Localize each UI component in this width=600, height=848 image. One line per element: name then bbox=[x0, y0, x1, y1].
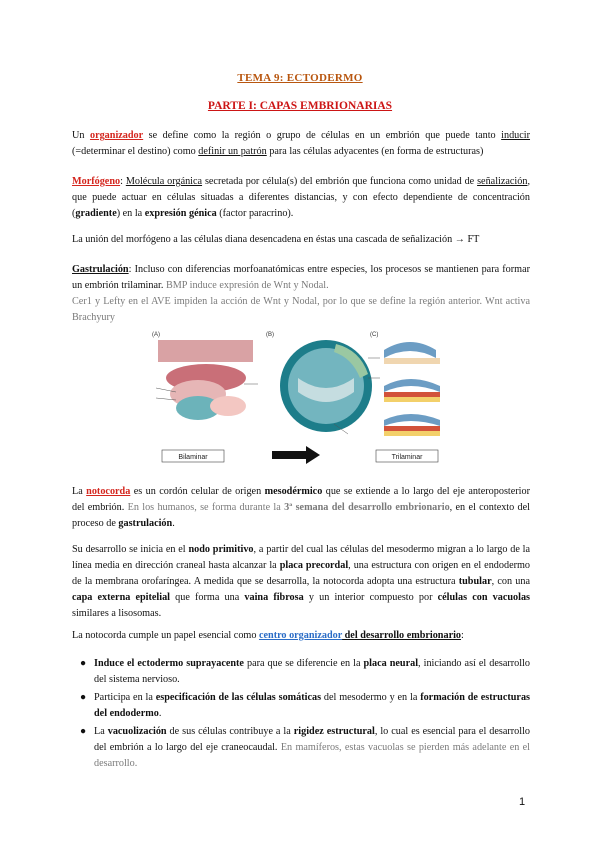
text: Participa en la bbox=[94, 692, 156, 703]
term-expresion-genica: expresión génica bbox=[144, 208, 217, 219]
text: para las células adyacentes (en forma de estructuras) bbox=[266, 146, 484, 157]
text: , a partir del cual las células del mesodermo migran a lo largo de la línea media en dirección craneal hasta alcanzar la bbox=[72, 544, 531, 571]
term-vacuolizacion: vacuolización bbox=[107, 726, 167, 737]
term-gastrulacion: Gastrulación bbox=[72, 264, 129, 275]
term-celulas-vacuolas: células con vacuolas bbox=[437, 592, 531, 603]
text: : bbox=[461, 630, 464, 641]
term-gastrulacion-2: gastrulación bbox=[118, 518, 173, 529]
trilaminar-label: Trilaminar bbox=[391, 454, 423, 461]
text: (=determinar el destino) como bbox=[72, 146, 199, 157]
text: que se extiende a lo largo del eje anteroposterior del embrión. bbox=[72, 486, 530, 513]
term-formacion-endodermo: formación de estructuras del endodermo bbox=[94, 692, 530, 719]
section-title: PARTE I: CAPAS EMBRIONARIAS bbox=[207, 100, 393, 112]
text: : Incluso con diferencias morfoanatómicas entre especies, los procesos se mantienen para formar un embrión trilaminar. bbox=[72, 264, 530, 291]
term-placa-precordal: placa precordal bbox=[279, 560, 349, 571]
text: . bbox=[172, 518, 175, 529]
gastrulation-figure bbox=[148, 328, 452, 470]
paragraph-centro-organizador bbox=[72, 628, 530, 644]
text: . bbox=[158, 708, 162, 719]
term-inducir: inducir bbox=[501, 130, 531, 141]
text: , lo cual es esencial para el desarrollo del embrión a lo largo del eje craneocaudal. bbox=[94, 726, 530, 753]
term-senalizacion: señalización bbox=[477, 176, 528, 187]
text: secretada por célula(s) del embrión que funciona como unidad de bbox=[202, 176, 478, 187]
text: y un interior compuesto por bbox=[303, 592, 438, 603]
term-notocorda: notocorda bbox=[86, 486, 131, 497]
paragraph-gastrulacion bbox=[72, 262, 530, 326]
text: ) en la bbox=[116, 208, 145, 219]
term-especificacion: especificación de las células somáticas bbox=[155, 692, 322, 703]
list-item bbox=[72, 690, 530, 722]
text-muted: BMP induce expresión de Wnt y Nodal. bbox=[165, 280, 329, 291]
bullet-icon: ● bbox=[80, 726, 87, 737]
paragraph-morfogeno bbox=[72, 174, 530, 222]
bullet-icon: ● bbox=[80, 692, 87, 703]
paragraph-organizador bbox=[72, 128, 530, 160]
term-rigidez: rigidez estructural bbox=[293, 726, 375, 737]
term-desarrollo-embrionario: del desarrollo embrionario bbox=[342, 630, 462, 641]
bullet-icon: ● bbox=[80, 658, 87, 669]
text: se define como la región o grupo de células en un embrión que puede tanto bbox=[143, 130, 502, 141]
term-capa-externa: capa externa epitelial bbox=[72, 592, 171, 603]
term-organizador: organizador bbox=[89, 130, 144, 141]
paragraph-union-morfogeno: La unión del morfógeno a las células diana desencadena en éstas una cascada de señalización → FT bbox=[72, 234, 480, 245]
text: : bbox=[120, 176, 126, 187]
text-muted: Cer1 y Lefty en el AVE impiden la acción de Wnt y Nodal, por lo que se define la región anterior. Wnt activa Brachyury bbox=[72, 296, 530, 323]
text: que forma una bbox=[170, 592, 245, 603]
term-definir-patron: definir un patrón bbox=[198, 146, 267, 157]
panel-b-label: (B) bbox=[266, 332, 274, 338]
text: de sus células contribuye a la bbox=[166, 726, 294, 737]
text-muted: En mamíferos, estas vacuolas se pierden más adelante en el desarrollo. bbox=[94, 742, 530, 769]
term-nodo-primitivo: nodo primitivo bbox=[188, 544, 254, 555]
text: La notocorda cumple un papel esencial como bbox=[72, 630, 259, 641]
document-title: TEMA 9: ECTODERMO bbox=[237, 72, 363, 84]
text-muted: En los humanos, se forma durante la bbox=[127, 502, 285, 513]
embryo-illustration bbox=[148, 328, 452, 470]
bilaminar-label: Bilaminar bbox=[178, 454, 208, 461]
term-vaina-fibrosa: vaina fibrosa bbox=[244, 592, 304, 603]
term-induce-ectodermo: Induce el ectodermo suprayacente bbox=[94, 658, 244, 669]
paragraph-desarrollo bbox=[72, 542, 530, 622]
text: La bbox=[94, 726, 108, 737]
term-morfogeno: Morfógeno bbox=[72, 176, 121, 187]
term-centro-organizador: centro organizador bbox=[258, 630, 343, 641]
term-molecula-organica: Molécula orgánica bbox=[125, 176, 203, 187]
text: , en el contexto del proceso de bbox=[72, 502, 530, 529]
text: del mesodermo y en la bbox=[321, 692, 421, 703]
term-placa-neural: placa neural bbox=[363, 658, 419, 669]
text: para que se diferencie en la bbox=[243, 658, 364, 669]
list-item bbox=[72, 724, 530, 772]
text: , una estructura con origen en el endodermo de la membrana orofaríngea. A medida que se desarrolla, la notocorda adopta una estructura bbox=[72, 560, 530, 587]
text: , que puede actuar en células situadas a diferentes distancias, y con efecto dependiente de concentración ( bbox=[72, 176, 530, 219]
text: Un bbox=[72, 130, 90, 141]
term-mesodermico: mesodérmico bbox=[264, 486, 323, 497]
bullet-list bbox=[72, 656, 530, 774]
text: similares a lisosomas. bbox=[72, 608, 162, 619]
text: Su desarrollo se inicia en el bbox=[72, 544, 189, 555]
text: La bbox=[72, 486, 87, 497]
term-tubular: tubular bbox=[458, 576, 492, 587]
panel-a-label: (A) bbox=[152, 332, 160, 338]
list-item bbox=[72, 656, 530, 688]
term-tercera-semana: 3ª semana del desarrollo embrionario bbox=[284, 502, 450, 513]
page-number: 1 bbox=[519, 796, 526, 808]
text: , iniciando así el desarrollo del sistema nervioso. bbox=[94, 658, 530, 685]
panel-c-label: (C) bbox=[370, 332, 379, 338]
text: , con una bbox=[491, 576, 530, 587]
term-gradiente: gradiente bbox=[75, 208, 117, 219]
text: (factor paracrino). bbox=[216, 208, 294, 219]
text: es un cordón celular de origen bbox=[130, 486, 265, 497]
paragraph-notocorda bbox=[72, 484, 530, 532]
